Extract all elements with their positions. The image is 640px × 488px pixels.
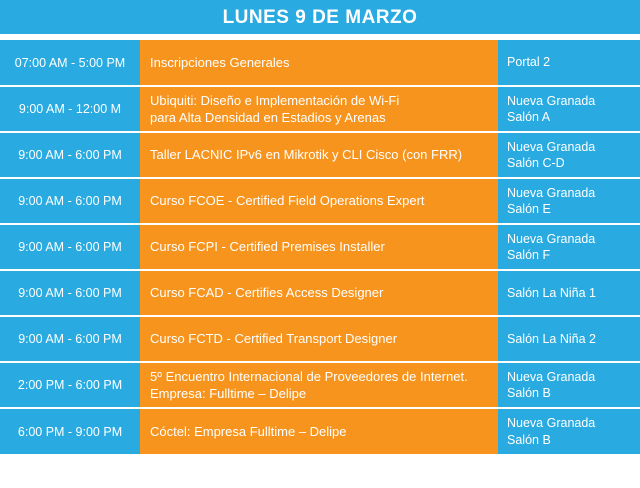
table-row: [0, 132, 640, 178]
row-room-line1: Nueva Granada: [507, 185, 596, 200]
row-description-line1: Cóctel: Empresa Fulltime – Delipe: [150, 423, 347, 439]
row-description-line2: para Alta Densidad en Estadios y Arenas: [150, 110, 386, 125]
row-room-line1: Nueva Granada: [507, 139, 596, 154]
row-room: [498, 270, 640, 316]
row-description-line1: 5º Encuentro Internacional de Proveedores de Internet.: [150, 368, 468, 384]
table-row: [0, 270, 640, 316]
row-room: [498, 40, 640, 86]
row-room-line2: Salón C-D: [507, 156, 565, 170]
row-room: [498, 86, 640, 132]
row-room-line1: Nueva Granada: [507, 369, 596, 384]
row-description-line1: Curso FCOE - Certified Field Operations Expert: [150, 193, 425, 209]
page-title: LUNES 9 DE MARZO: [0, 0, 640, 34]
row-description: [140, 316, 498, 362]
row-room: [498, 316, 640, 362]
row-room-line2: Salón B: [507, 432, 551, 447]
schedule-table: [0, 40, 640, 454]
row-description: [140, 86, 498, 132]
row-description-line1: Curso FCPI - Certified Premises Installer: [150, 239, 385, 255]
row-room-line2: Salón A: [507, 110, 551, 124]
row-time: 9:00 AM - 6:00 PM: [0, 132, 140, 178]
row-description-line1: Inscripciones Generales: [150, 54, 290, 70]
table-row: [0, 224, 640, 270]
row-time: 6:00 PM - 9:00 PM: [0, 408, 140, 454]
row-description: [140, 40, 498, 86]
row-description-line1: Taller LACNIC IPv6 en Mikrotik y CLI Cisco (con FRR): [150, 147, 463, 163]
table-row: [0, 408, 640, 454]
table-row: [0, 178, 640, 224]
row-description: [140, 132, 498, 178]
table-row: [0, 40, 640, 86]
table-row: [0, 316, 640, 362]
row-room-line2: Salón F: [507, 248, 551, 262]
row-description: [140, 362, 498, 408]
row-description: [140, 408, 498, 454]
row-time: 07:00 AM - 5:00 PM: [0, 40, 140, 86]
row-time: 2:00 PM - 6:00 PM: [0, 362, 140, 408]
row-description-line1: Curso FCAD - Certifies Access Designer: [150, 285, 384, 301]
row-description-line1: Ubiquiti: Diseño e Implementación de Wi-Fi: [150, 92, 400, 108]
row-room: [498, 362, 640, 408]
row-room-line1: Salón La Niña 2: [507, 331, 596, 346]
row-time: 9:00 AM - 6:00 PM: [0, 224, 140, 270]
row-room: [498, 178, 640, 224]
row-description: [140, 178, 498, 224]
row-description-line1: Curso FCTD - Certified Transport Designer: [150, 331, 398, 347]
row-room-line1: Portal 2: [507, 55, 551, 70]
row-room-line1: Nueva Granada: [507, 93, 596, 108]
row-room-line1: Nueva Granada: [507, 231, 596, 246]
row-time: 9:00 AM - 12:00 M: [0, 86, 140, 132]
row-room: [498, 132, 640, 178]
table-row: [0, 86, 640, 132]
row-time: 9:00 AM - 6:00 PM: [0, 316, 140, 362]
schedule-table-body: [0, 40, 640, 454]
row-description-line2: Empresa: Fulltime – Delipe: [150, 386, 307, 401]
table-row: [0, 362, 640, 408]
row-room: [498, 224, 640, 270]
row-time: 9:00 AM - 6:00 PM: [0, 178, 140, 224]
row-room-line2: Salón E: [507, 202, 551, 216]
row-description: [140, 224, 498, 270]
row-room-line2: Salón B: [507, 386, 551, 400]
row-room-line1: Salón La Niña 1: [507, 285, 596, 300]
row-room: [498, 408, 640, 454]
row-description: [140, 270, 498, 316]
row-time: 9:00 AM - 6:00 PM: [0, 270, 140, 316]
row-room-line1: Nueva Granada: [507, 416, 596, 430]
